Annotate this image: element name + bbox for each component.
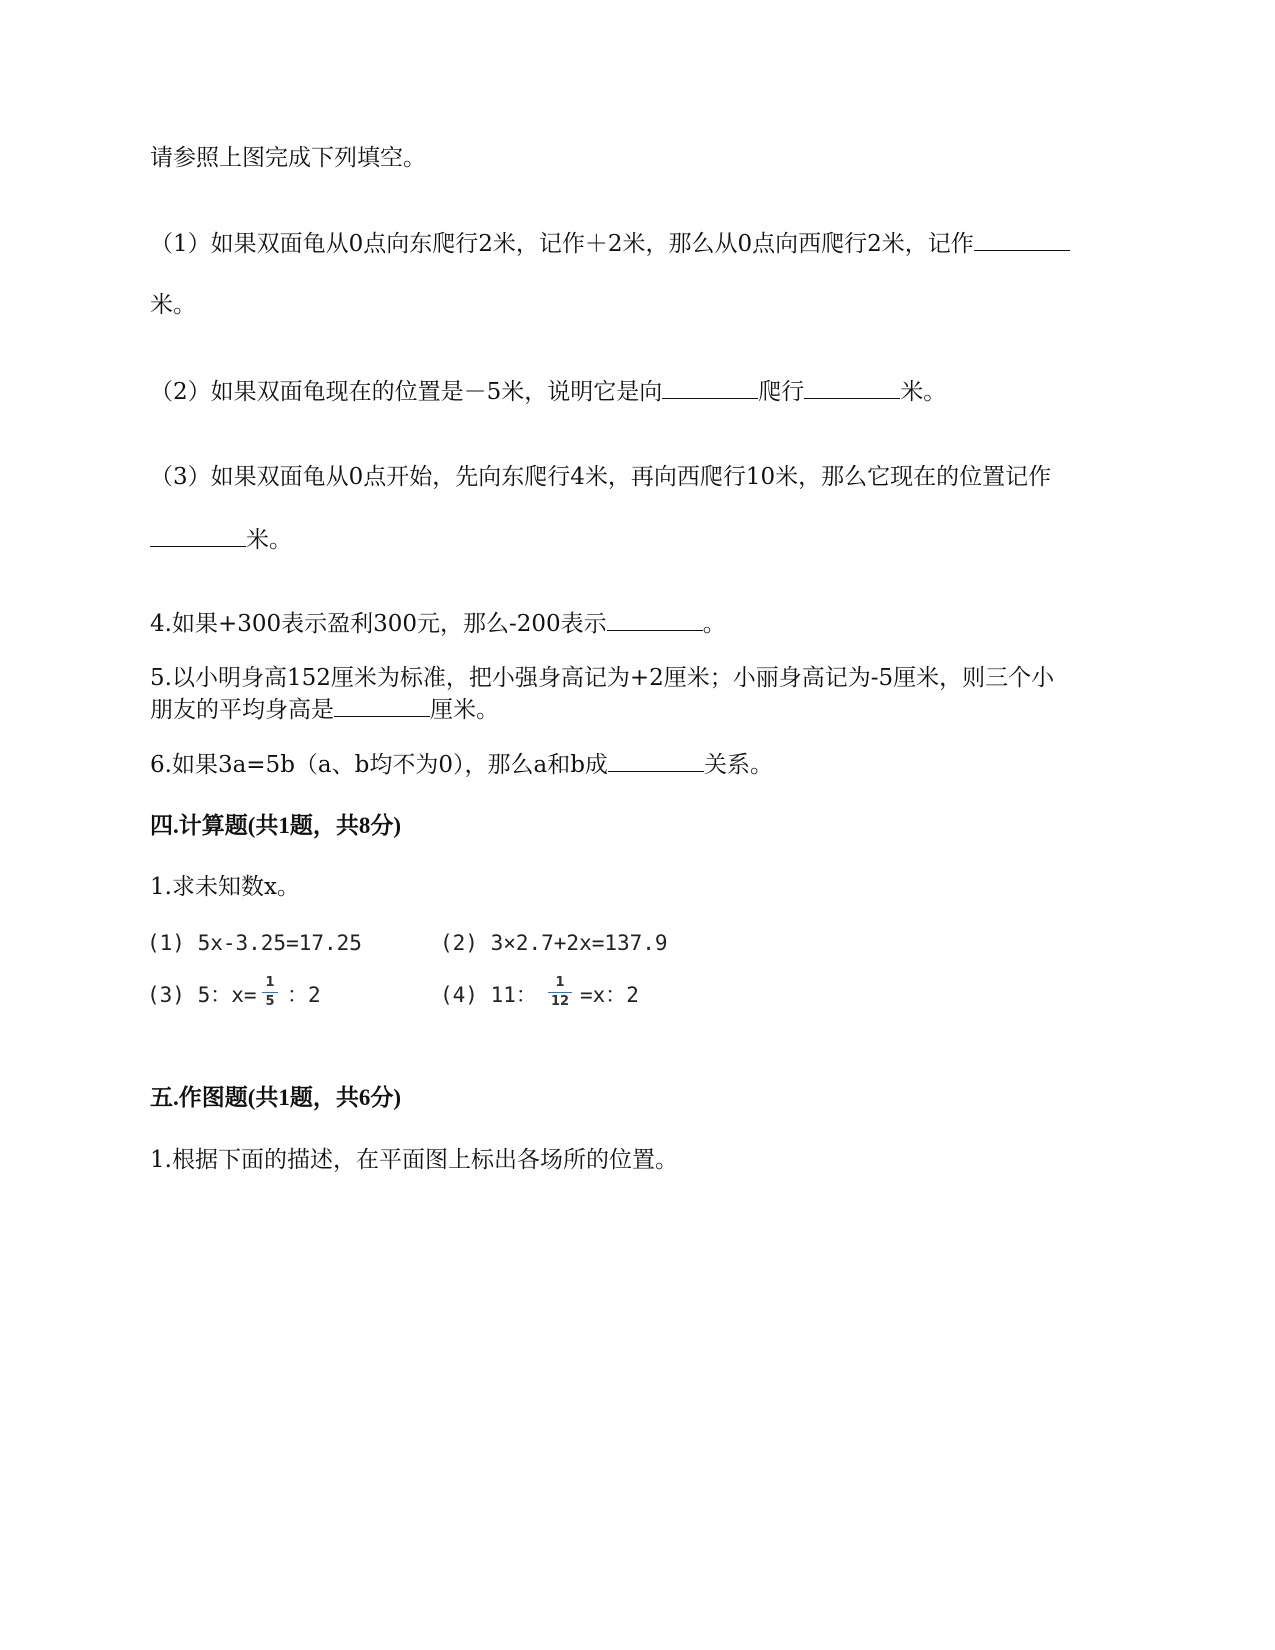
answer-blank[interactable]: [974, 228, 1070, 251]
section4-question-text: 1.求未知数x。: [150, 874, 300, 900]
q1-text: （1）如果双面龟从0点向东爬行2米，记作＋2米，那么从0点向西爬行2米，记作: [150, 231, 974, 257]
fraction-bar: [548, 992, 572, 993]
answer-blank[interactable]: [150, 524, 246, 547]
intro-label: 请参照上图完成下列填空。: [150, 145, 426, 171]
answer-blank[interactable]: [662, 376, 758, 399]
item5-unit: 厘米。: [430, 697, 499, 723]
section-5-question: [150, 1145, 678, 1175]
q3-text: （3）如果双面龟从0点开始，先向东爬行4米，再向西爬行10米，那么它现在的位置记作: [150, 464, 1052, 490]
section-4-question: [150, 872, 300, 902]
equation-4-left: (4) 11：: [440, 983, 537, 1007]
equation-3-fraction: [262, 976, 278, 1009]
item6-text: 6.如果3a=5b（a、b均不为0），那么a和b成: [150, 752, 608, 778]
equation-3-left: (3) 5：x=: [147, 983, 257, 1007]
item-4: [150, 608, 726, 639]
question-3-line-1: [150, 462, 1051, 492]
item5-text: 5.以小明身高152厘米为标准，把小强身高记为+2厘米；小丽身高记为-5厘米，则三个小: [150, 665, 1055, 691]
question-1-line-1: [150, 228, 1070, 259]
item4-text: 4.如果+300表示盈利300元，那么-200表示: [150, 611, 607, 637]
q2-text: （2）如果双面龟现在的位置是－5米，说明它是向: [150, 379, 663, 405]
item5-text-2: 朋友的平均身高是: [150, 697, 334, 723]
question-1-line-2: [150, 290, 196, 320]
section-4-heading: 四.计算题(共1题，共8分): [150, 813, 402, 838]
q1-unit: 米。: [150, 292, 196, 318]
fraction-denominator: 5: [265, 994, 275, 1009]
equation-1: (1) 5x-3.25=17.25: [147, 931, 362, 955]
item-6: [150, 749, 773, 780]
equation-3-right: ：2: [287, 983, 321, 1007]
item4-end: 。: [702, 611, 726, 637]
equation-4-fraction: [548, 976, 572, 1009]
fraction-denominator: 12: [550, 994, 570, 1009]
question-3-line-2: [150, 524, 292, 555]
equation-2: (2) 3×2.7+2x=137.9: [440, 931, 668, 955]
answer-blank[interactable]: [608, 749, 704, 772]
item-5-line-2: [150, 694, 499, 725]
fraction-bar: [262, 992, 278, 993]
q3-unit: 米。: [246, 527, 292, 553]
answer-blank[interactable]: [804, 376, 900, 399]
section5-question-text: 1.根据下面的描述，在平面图上标出各场所的位置。: [150, 1147, 678, 1173]
answer-blank[interactable]: [607, 608, 703, 631]
intro-text: [150, 143, 426, 173]
fraction-numerator: 1: [555, 975, 565, 990]
fraction-numerator: 1: [265, 975, 275, 990]
equation-4-right: =x：2: [580, 983, 639, 1007]
answer-blank[interactable]: [334, 694, 430, 717]
q2-text-mid: 爬行: [758, 379, 805, 405]
section-5-heading: 五.作图题(共1题，共6分): [150, 1085, 402, 1110]
item6-end: 关系。: [703, 752, 773, 778]
question-2: [150, 376, 946, 407]
item-5-line-1: [150, 663, 1054, 693]
q2-unit: 米。: [900, 379, 947, 405]
